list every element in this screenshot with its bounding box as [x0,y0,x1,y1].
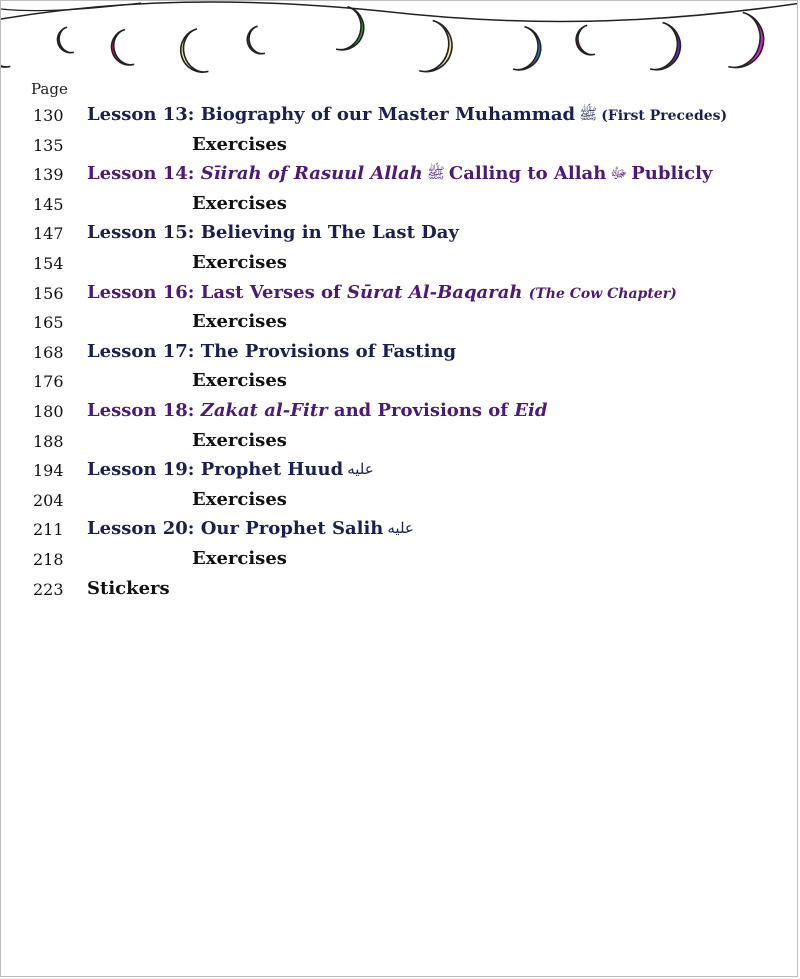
crescent-moon-icon [573,25,595,58]
toc-row[interactable] [1,427,798,457]
exercises-label: Exercises [192,429,287,451]
exercises-label: Exercises [192,251,287,273]
jalla-jalaluhu-icon: ﷻ [610,164,628,183]
crescent-moon-icon [513,27,546,75]
toc-row[interactable] [1,486,798,516]
exercises-label: Exercises [192,488,287,510]
toc-row[interactable] [1,160,798,190]
page-number: 223 [33,579,64,599]
lesson-title: Lesson 15: Believing in The Last Day [87,222,459,244]
page-number: 168 [33,342,64,362]
salawat-icon: ﷺ [579,105,598,123]
toc-row[interactable] [1,575,798,605]
crescent-moon-icon [728,13,770,74]
salawat-icon: ﷺ [426,164,445,183]
alayhi-salam-icon: عليه [347,460,374,479]
toc-row[interactable] [1,308,798,338]
crescent-garland-banner [1,1,798,86]
crescent-moon-icon [244,26,265,57]
stickers-title: Stickers [87,577,170,599]
lesson-title: Lesson 13: Biography of our Master Muhammad ﷺ (First Precedes) [87,104,728,125]
exercises-label: Exercises [192,547,287,569]
lesson-title: Lesson 16: Last Verses of Sūrat Al-Baqarah (The Cow Chapter) [87,281,677,303]
page-number: 211 [33,520,64,540]
lesson-title: Lesson 20: Our Prophet Salih عليه [87,518,414,540]
page-number: 147 [33,224,64,244]
crescent-moon-icon [55,27,74,55]
toc-row[interactable] [1,456,798,486]
toc-row[interactable] [1,219,798,249]
toc-row[interactable] [1,515,798,545]
crescent-moon-icon [650,23,686,76]
page-number: 194 [33,461,64,481]
page-number: 180 [33,401,64,421]
alayhi-salam-icon: عليه [387,519,414,538]
exercises-label: Exercises [192,311,287,333]
page-number: 165 [33,313,64,333]
page-number: 176 [33,372,64,392]
toc-row[interactable] [1,101,798,131]
toc-row[interactable] [1,367,798,397]
lesson-title: Lesson 14: Sīirah of Rasuul Allah ﷺ Calling to Allah ﷻ Publicly [87,163,713,185]
toc-row[interactable] [1,249,798,279]
lesson-title: Lesson 17: The Provisions of Fasting [87,340,457,362]
crescent-moon-icon [419,21,458,78]
exercises-label: Exercises [192,133,287,155]
crescent-moon-icon [107,30,134,69]
crescent-moon-icon [336,7,369,55]
toc-row[interactable] [1,545,798,575]
toc-row[interactable] [1,131,798,161]
exercises-label: Exercises [192,370,287,392]
crescent-moon-icon [176,29,209,77]
toc-row[interactable] [1,279,798,309]
page-column-label: Page [31,80,68,98]
page-number: 204 [33,490,64,510]
crescent-moon-icon [1,28,10,72]
page-number: 135 [33,135,64,155]
exercises-label: Exercises [192,192,287,214]
page-number: 139 [33,165,64,185]
page-number: 156 [33,283,64,303]
page-number: 218 [33,549,64,569]
page-number: 145 [33,194,64,214]
page-number: 130 [33,106,64,125]
toc-row[interactable] [1,338,798,368]
page-number: 188 [33,431,64,451]
lesson-title: Lesson 19: Prophet Huud عليه [87,459,374,481]
lesson-title: Lesson 18: Zakat al-Fitr and Provisions of Eid [87,399,548,421]
toc-row[interactable] [1,397,798,427]
table-of-contents [1,101,798,604]
toc-row[interactable] [1,190,798,220]
page-number: 154 [33,253,64,273]
